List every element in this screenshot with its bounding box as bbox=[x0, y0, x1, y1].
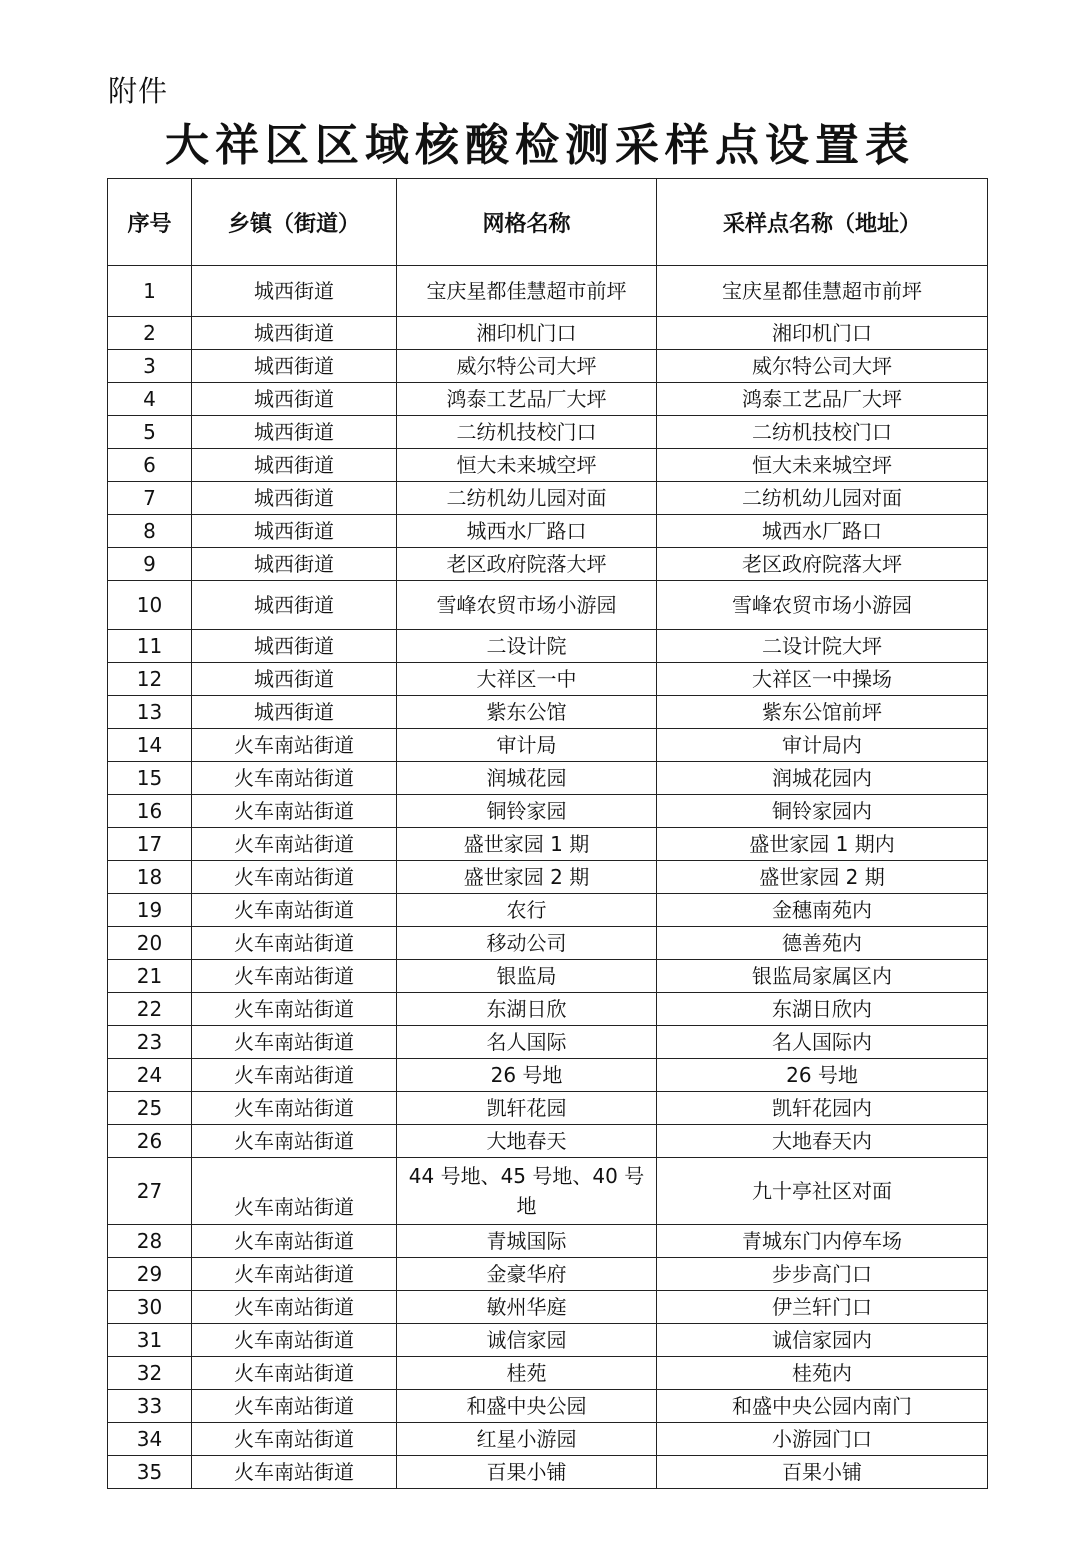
document-title: 大祥区区域核酸检测采样点设置表 bbox=[165, 120, 915, 171]
cell-site-name: 伊兰轩门口 bbox=[657, 1291, 988, 1324]
cell-index: 28 bbox=[108, 1225, 192, 1258]
table-row bbox=[108, 449, 988, 482]
header-site-name: 采样点名称（地址） bbox=[657, 179, 988, 266]
cell-grid-name: 湘印机门口 bbox=[397, 317, 657, 350]
cell-town: 火车南站街道 bbox=[192, 1092, 397, 1125]
cell-town: 火车南站街道 bbox=[192, 1423, 397, 1456]
cell-site-name: 26 号地 bbox=[657, 1059, 988, 1092]
cell-site-name: 百果小铺 bbox=[657, 1456, 988, 1489]
cell-index: 24 bbox=[108, 1059, 192, 1092]
cell-index: 15 bbox=[108, 762, 192, 795]
table-row bbox=[108, 515, 988, 548]
cell-index: 13 bbox=[108, 696, 192, 729]
cell-town: 火车南站街道 bbox=[192, 729, 397, 762]
cell-grid-name: 凯轩花园 bbox=[397, 1092, 657, 1125]
header-town: 乡镇（街道） bbox=[192, 179, 397, 266]
cell-site-name: 银监局家属区内 bbox=[657, 960, 988, 993]
cell-site-name: 凯轩花园内 bbox=[657, 1092, 988, 1125]
cell-grid-name: 大地春天 bbox=[397, 1125, 657, 1158]
cell-site-name: 二纺机幼儿园对面 bbox=[657, 482, 988, 515]
cell-site-name: 二纺机技校门口 bbox=[657, 416, 988, 449]
cell-grid-name: 百果小铺 bbox=[397, 1456, 657, 1489]
cell-town: 火车南站街道 bbox=[192, 861, 397, 894]
table-row bbox=[108, 663, 988, 696]
cell-town: 火车南站街道 bbox=[192, 960, 397, 993]
cell-grid-name: 移动公司 bbox=[397, 927, 657, 960]
table-row bbox=[108, 1158, 988, 1225]
cell-town: 火车南站街道 bbox=[192, 993, 397, 1026]
cell-grid-name: 敏州华庭 bbox=[397, 1291, 657, 1324]
cell-site-name: 铜铃家园内 bbox=[657, 795, 988, 828]
header-grid-name: 网格名称 bbox=[397, 179, 657, 266]
cell-town: 城西街道 bbox=[192, 482, 397, 515]
cell-index: 33 bbox=[108, 1390, 192, 1423]
cell-index: 25 bbox=[108, 1092, 192, 1125]
table-row bbox=[108, 383, 988, 416]
cell-site-name: 桂苑内 bbox=[657, 1357, 988, 1390]
cell-index: 30 bbox=[108, 1291, 192, 1324]
cell-town: 城西街道 bbox=[192, 548, 397, 581]
cell-site-name: 湘印机门口 bbox=[657, 317, 988, 350]
table-body bbox=[108, 266, 988, 1489]
cell-site-name: 老区政府院落大坪 bbox=[657, 548, 988, 581]
cell-index: 23 bbox=[108, 1026, 192, 1059]
table-row bbox=[108, 927, 988, 960]
table-row bbox=[108, 1225, 988, 1258]
table-row bbox=[108, 482, 988, 515]
cell-site-name: 盛世家园 2 期 bbox=[657, 861, 988, 894]
cell-index: 35 bbox=[108, 1456, 192, 1489]
cell-grid-name: 桂苑 bbox=[397, 1357, 657, 1390]
table-row bbox=[108, 762, 988, 795]
cell-town: 城西街道 bbox=[192, 383, 397, 416]
cell-index: 9 bbox=[108, 548, 192, 581]
cell-grid-name: 诚信家园 bbox=[397, 1324, 657, 1357]
cell-index: 26 bbox=[108, 1125, 192, 1158]
cell-town: 城西街道 bbox=[192, 266, 397, 317]
cell-town: 火车南站街道 bbox=[192, 1026, 397, 1059]
cell-town: 火车南站街道 bbox=[192, 1357, 397, 1390]
cell-grid-name: 二纺机技校门口 bbox=[397, 416, 657, 449]
cell-grid-name: 审计局 bbox=[397, 729, 657, 762]
table-row bbox=[108, 729, 988, 762]
table-row bbox=[108, 1258, 988, 1291]
cell-grid-name: 东湖日欣 bbox=[397, 993, 657, 1026]
cell-town: 城西街道 bbox=[192, 515, 397, 548]
cell-town: 城西街道 bbox=[192, 449, 397, 482]
cell-grid-name: 鸿泰工艺品厂大坪 bbox=[397, 383, 657, 416]
cell-index: 18 bbox=[108, 861, 192, 894]
cell-grid-name: 盛世家园 2 期 bbox=[397, 861, 657, 894]
cell-index: 6 bbox=[108, 449, 192, 482]
cell-site-name: 雪峰农贸市场小游园 bbox=[657, 581, 988, 630]
cell-index: 14 bbox=[108, 729, 192, 762]
cell-grid-name: 名人国际 bbox=[397, 1026, 657, 1059]
cell-site-name: 东湖日欣内 bbox=[657, 993, 988, 1026]
cell-index: 31 bbox=[108, 1324, 192, 1357]
cell-town: 城西街道 bbox=[192, 317, 397, 350]
cell-town: 城西街道 bbox=[192, 630, 397, 663]
cell-town: 城西街道 bbox=[192, 581, 397, 630]
table-row bbox=[108, 828, 988, 861]
table-header bbox=[108, 179, 988, 266]
table-row bbox=[108, 1291, 988, 1324]
table-row bbox=[108, 630, 988, 663]
cell-site-name: 紫东公馆前坪 bbox=[657, 696, 988, 729]
cell-site-name: 小游园门口 bbox=[657, 1423, 988, 1456]
cell-grid-name: 大祥区一中 bbox=[397, 663, 657, 696]
table-row bbox=[108, 1092, 988, 1125]
cell-grid-name: 盛世家园 1 期 bbox=[397, 828, 657, 861]
cell-index: 27 bbox=[108, 1158, 192, 1225]
cell-index: 19 bbox=[108, 894, 192, 927]
cell-town: 火车南站街道 bbox=[192, 828, 397, 861]
cell-grid-name: 26 号地 bbox=[397, 1059, 657, 1092]
cell-grid-name: 和盛中央公园 bbox=[397, 1390, 657, 1423]
cell-grid-name: 农行 bbox=[397, 894, 657, 927]
cell-site-name: 步步高门口 bbox=[657, 1258, 988, 1291]
cell-site-name: 九十亭社区对面 bbox=[657, 1158, 988, 1225]
cell-index: 21 bbox=[108, 960, 192, 993]
cell-grid-name: 城西水厂路口 bbox=[397, 515, 657, 548]
header-row bbox=[108, 179, 988, 266]
cell-town: 火车南站街道 bbox=[192, 1456, 397, 1489]
cell-index: 11 bbox=[108, 630, 192, 663]
cell-index: 7 bbox=[108, 482, 192, 515]
table-row bbox=[108, 1390, 988, 1423]
table-row bbox=[108, 1026, 988, 1059]
cell-town: 火车南站街道 bbox=[192, 894, 397, 927]
cell-site-name: 诚信家园内 bbox=[657, 1324, 988, 1357]
cell-grid-name: 44 号地、45 号地、40 号地 bbox=[397, 1158, 657, 1225]
cell-grid-name: 银监局 bbox=[397, 960, 657, 993]
table-row bbox=[108, 1456, 988, 1489]
cell-site-name: 金穗南苑内 bbox=[657, 894, 988, 927]
cell-site-name: 恒大未来城空坪 bbox=[657, 449, 988, 482]
cell-grid-name: 老区政府院落大坪 bbox=[397, 548, 657, 581]
cell-town: 火车南站街道 bbox=[192, 1225, 397, 1258]
cell-index: 20 bbox=[108, 927, 192, 960]
cell-town: 火车南站街道 bbox=[192, 927, 397, 960]
cell-site-name: 宝庆星都佳慧超市前坪 bbox=[657, 266, 988, 317]
cell-site-name: 大地春天内 bbox=[657, 1125, 988, 1158]
cell-index: 32 bbox=[108, 1357, 192, 1390]
cell-index: 1 bbox=[108, 266, 192, 317]
cell-index: 8 bbox=[108, 515, 192, 548]
table-row bbox=[108, 266, 988, 317]
table-row bbox=[108, 696, 988, 729]
cell-grid-name: 二纺机幼儿园对面 bbox=[397, 482, 657, 515]
cell-town: 火车南站街道 bbox=[192, 762, 397, 795]
cell-site-name: 威尔特公司大坪 bbox=[657, 350, 988, 383]
cell-grid-name: 宝庆星都佳慧超市前坪 bbox=[397, 266, 657, 317]
cell-grid-name: 红星小游园 bbox=[397, 1423, 657, 1456]
cell-index: 4 bbox=[108, 383, 192, 416]
table-row bbox=[108, 416, 988, 449]
cell-grid-name: 铜铃家园 bbox=[397, 795, 657, 828]
table-row bbox=[108, 317, 988, 350]
table-row bbox=[108, 1059, 988, 1092]
cell-site-name: 城西水厂路口 bbox=[657, 515, 988, 548]
table-row bbox=[108, 861, 988, 894]
cell-index: 5 bbox=[108, 416, 192, 449]
cell-grid-name: 威尔特公司大坪 bbox=[397, 350, 657, 383]
cell-index: 22 bbox=[108, 993, 192, 1026]
cell-town: 城西街道 bbox=[192, 350, 397, 383]
cell-town: 火车南站街道 bbox=[192, 1258, 397, 1291]
table-row bbox=[108, 548, 988, 581]
cell-site-name: 青城东门内停车场 bbox=[657, 1225, 988, 1258]
cell-index: 34 bbox=[108, 1423, 192, 1456]
cell-site-name: 盛世家园 1 期内 bbox=[657, 828, 988, 861]
cell-site-name: 润城花园内 bbox=[657, 762, 988, 795]
cell-site-name: 大祥区一中操场 bbox=[657, 663, 988, 696]
cell-index: 17 bbox=[108, 828, 192, 861]
cell-site-name: 鸿泰工艺品厂大坪 bbox=[657, 383, 988, 416]
cell-grid-name: 金豪华府 bbox=[397, 1258, 657, 1291]
cell-index: 10 bbox=[108, 581, 192, 630]
cell-grid-name: 雪峰农贸市场小游园 bbox=[397, 581, 657, 630]
cell-town: 城西街道 bbox=[192, 663, 397, 696]
cell-site-name: 德善苑内 bbox=[657, 927, 988, 960]
cell-town: 城西街道 bbox=[192, 696, 397, 729]
cell-site-name: 名人国际内 bbox=[657, 1026, 988, 1059]
cell-index: 12 bbox=[108, 663, 192, 696]
cell-town: 火车南站街道 bbox=[192, 1158, 397, 1225]
cell-town: 火车南站街道 bbox=[192, 1324, 397, 1357]
table-row bbox=[108, 1324, 988, 1357]
cell-index: 3 bbox=[108, 350, 192, 383]
cell-grid-name: 恒大未来城空坪 bbox=[397, 449, 657, 482]
cell-site-name: 和盛中央公园内南门 bbox=[657, 1390, 988, 1423]
cell-town: 火车南站街道 bbox=[192, 1390, 397, 1423]
sampling-sites-table bbox=[107, 178, 988, 1489]
table-row bbox=[108, 1423, 988, 1456]
header-index: 序号 bbox=[108, 179, 192, 266]
cell-town: 火车南站街道 bbox=[192, 1291, 397, 1324]
cell-site-name: 二设计院大坪 bbox=[657, 630, 988, 663]
cell-grid-name: 二设计院 bbox=[397, 630, 657, 663]
table-row bbox=[108, 795, 988, 828]
table-row bbox=[108, 581, 988, 630]
cell-index: 2 bbox=[108, 317, 192, 350]
cell-town: 火车南站街道 bbox=[192, 795, 397, 828]
attachment-label: 附件 bbox=[108, 74, 169, 108]
table-row bbox=[108, 1125, 988, 1158]
cell-grid-name: 紫东公馆 bbox=[397, 696, 657, 729]
cell-grid-name: 青城国际 bbox=[397, 1225, 657, 1258]
table-row bbox=[108, 1357, 988, 1390]
cell-town: 火车南站街道 bbox=[192, 1059, 397, 1092]
cell-site-name: 审计局内 bbox=[657, 729, 988, 762]
cell-town: 城西街道 bbox=[192, 416, 397, 449]
cell-index: 16 bbox=[108, 795, 192, 828]
table-row bbox=[108, 350, 988, 383]
cell-grid-name: 润城花园 bbox=[397, 762, 657, 795]
cell-index: 29 bbox=[108, 1258, 192, 1291]
cell-town: 火车南站街道 bbox=[192, 1125, 397, 1158]
table-row bbox=[108, 993, 988, 1026]
table-row bbox=[108, 894, 988, 927]
table-row bbox=[108, 960, 988, 993]
